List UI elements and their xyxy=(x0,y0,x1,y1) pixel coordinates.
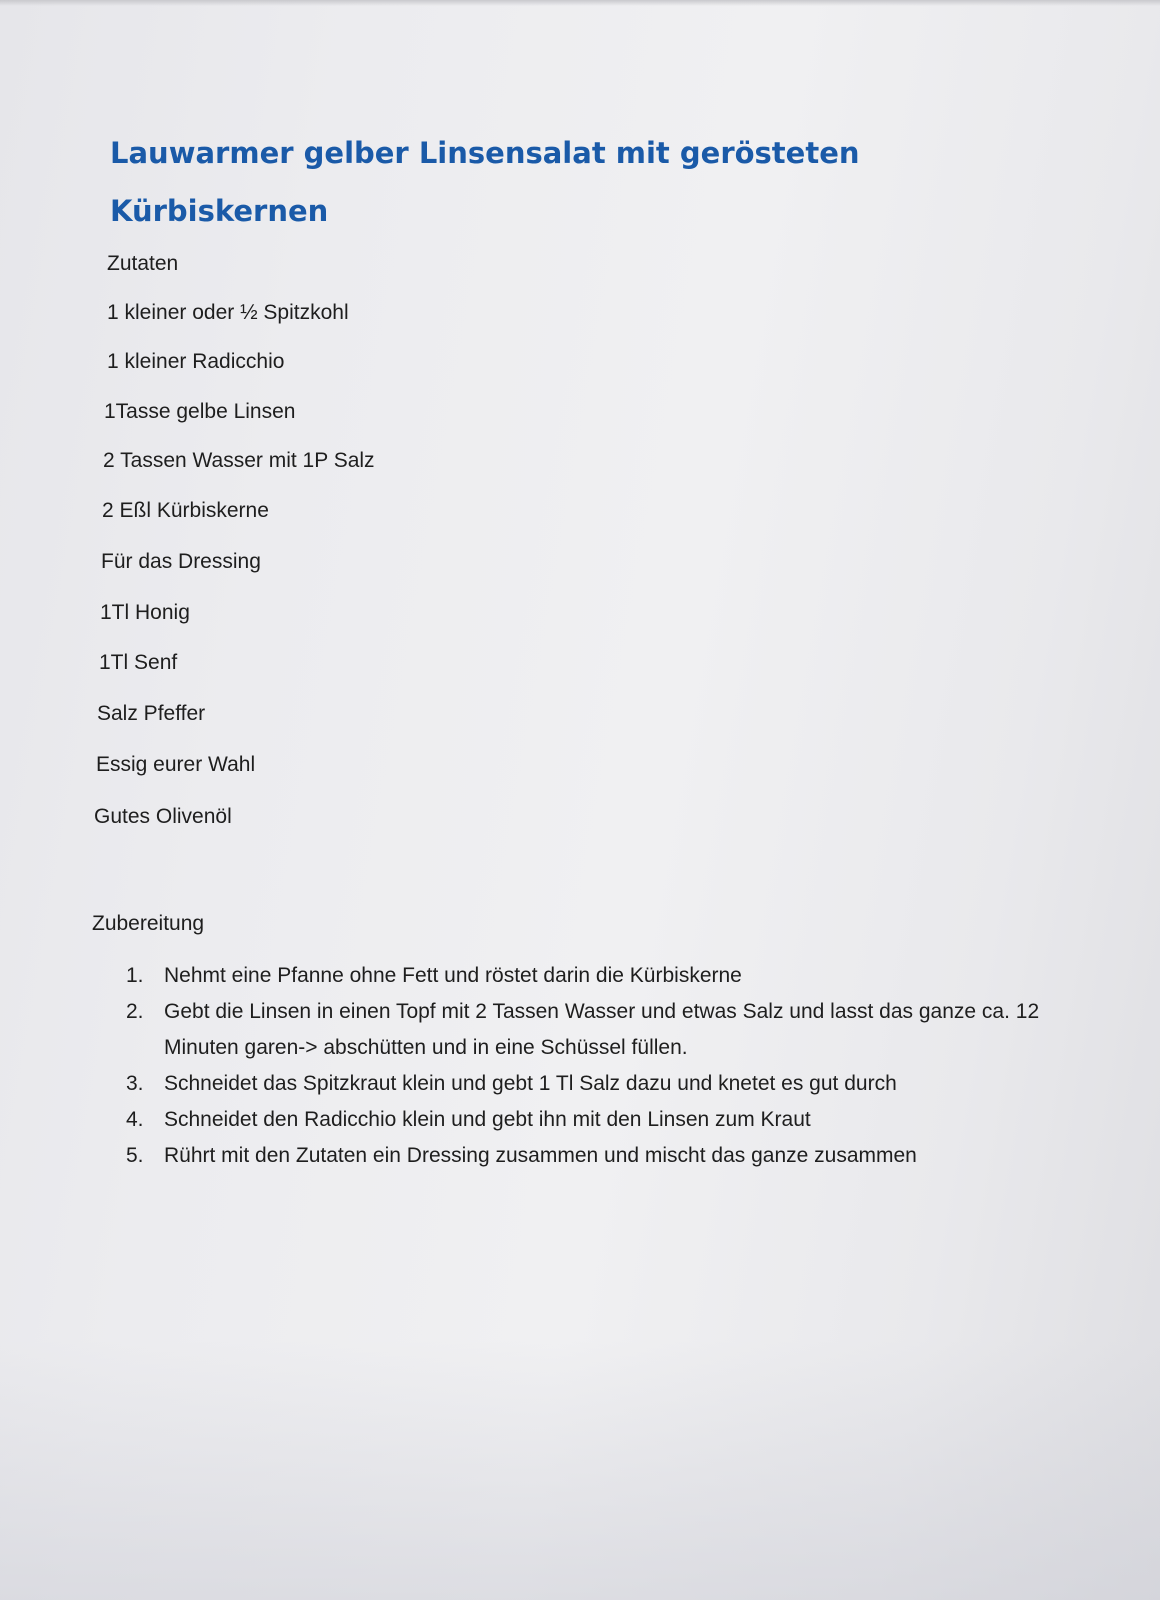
ingredient-item: Gutes Olivenöl xyxy=(94,805,232,828)
ingredient-item: 2 Tassen Wasser mit 1P Salz xyxy=(103,449,375,472)
page-bottom-shadow xyxy=(0,1340,1160,1600)
ingredient-item: Salz Pfeffer xyxy=(97,702,206,725)
preparation-step xyxy=(126,958,1046,994)
step-number: 3. xyxy=(126,1072,144,1095)
step-number: 2. xyxy=(126,1000,144,1023)
step-text: Schneidet das Spitzkraut klein und gebt 1 Tl Salz dazu und knetet es gut durch xyxy=(164,1072,897,1095)
step-text: Gebt die Linsen in einen Topf mit 2 Tassen Wasser und etwas Salz und lasst das ganze ca. 12 Minuten garen-> abschütten und in eine Schüssel füllen. xyxy=(164,1000,1040,1059)
ingredient-item: Essig eurer Wahl xyxy=(96,753,256,776)
page-edge-shadow xyxy=(0,0,1160,6)
step-text: Nehmt eine Pfanne ohne Fett und röstet darin die Kürbiskerne xyxy=(164,964,742,987)
step-text: Schneidet den Radicchio klein und gebt ihn mit den Linsen zum Kraut xyxy=(164,1108,811,1131)
preparation-step xyxy=(126,1138,1046,1174)
preparation-step xyxy=(126,994,1046,1066)
step-number: 5. xyxy=(126,1144,144,1167)
preparation-steps xyxy=(126,958,1046,1174)
preparation-step xyxy=(126,1102,1046,1138)
recipe-title: Lauwarmer gelber Linsensalat mit gerösteten Kürbiskernen xyxy=(110,136,860,228)
step-number: 4. xyxy=(126,1108,144,1131)
ingredient-item: 1Tl Honig xyxy=(100,601,190,624)
ingredients-heading: Zutaten xyxy=(107,252,179,275)
ingredient-item: 1Tasse gelbe Linsen xyxy=(104,400,296,423)
ingredient-item: 1 kleiner Radicchio xyxy=(107,350,285,373)
ingredient-item: 1 kleiner oder ½ Spitzkohl xyxy=(107,301,349,324)
ingredient-item: 1Tl Senf xyxy=(99,651,178,674)
preparation-step xyxy=(126,1066,1046,1102)
preparation-heading: Zubereitung xyxy=(92,912,205,935)
step-text: Rührt mit den Zutaten ein Dressing zusammen und mischt das ganze zusammen xyxy=(164,1144,917,1167)
ingredient-item: 2 Eßl Kürbiskerne xyxy=(102,499,269,522)
step-number: 1. xyxy=(126,964,144,987)
dressing-subheading: Für das Dressing xyxy=(101,550,261,573)
